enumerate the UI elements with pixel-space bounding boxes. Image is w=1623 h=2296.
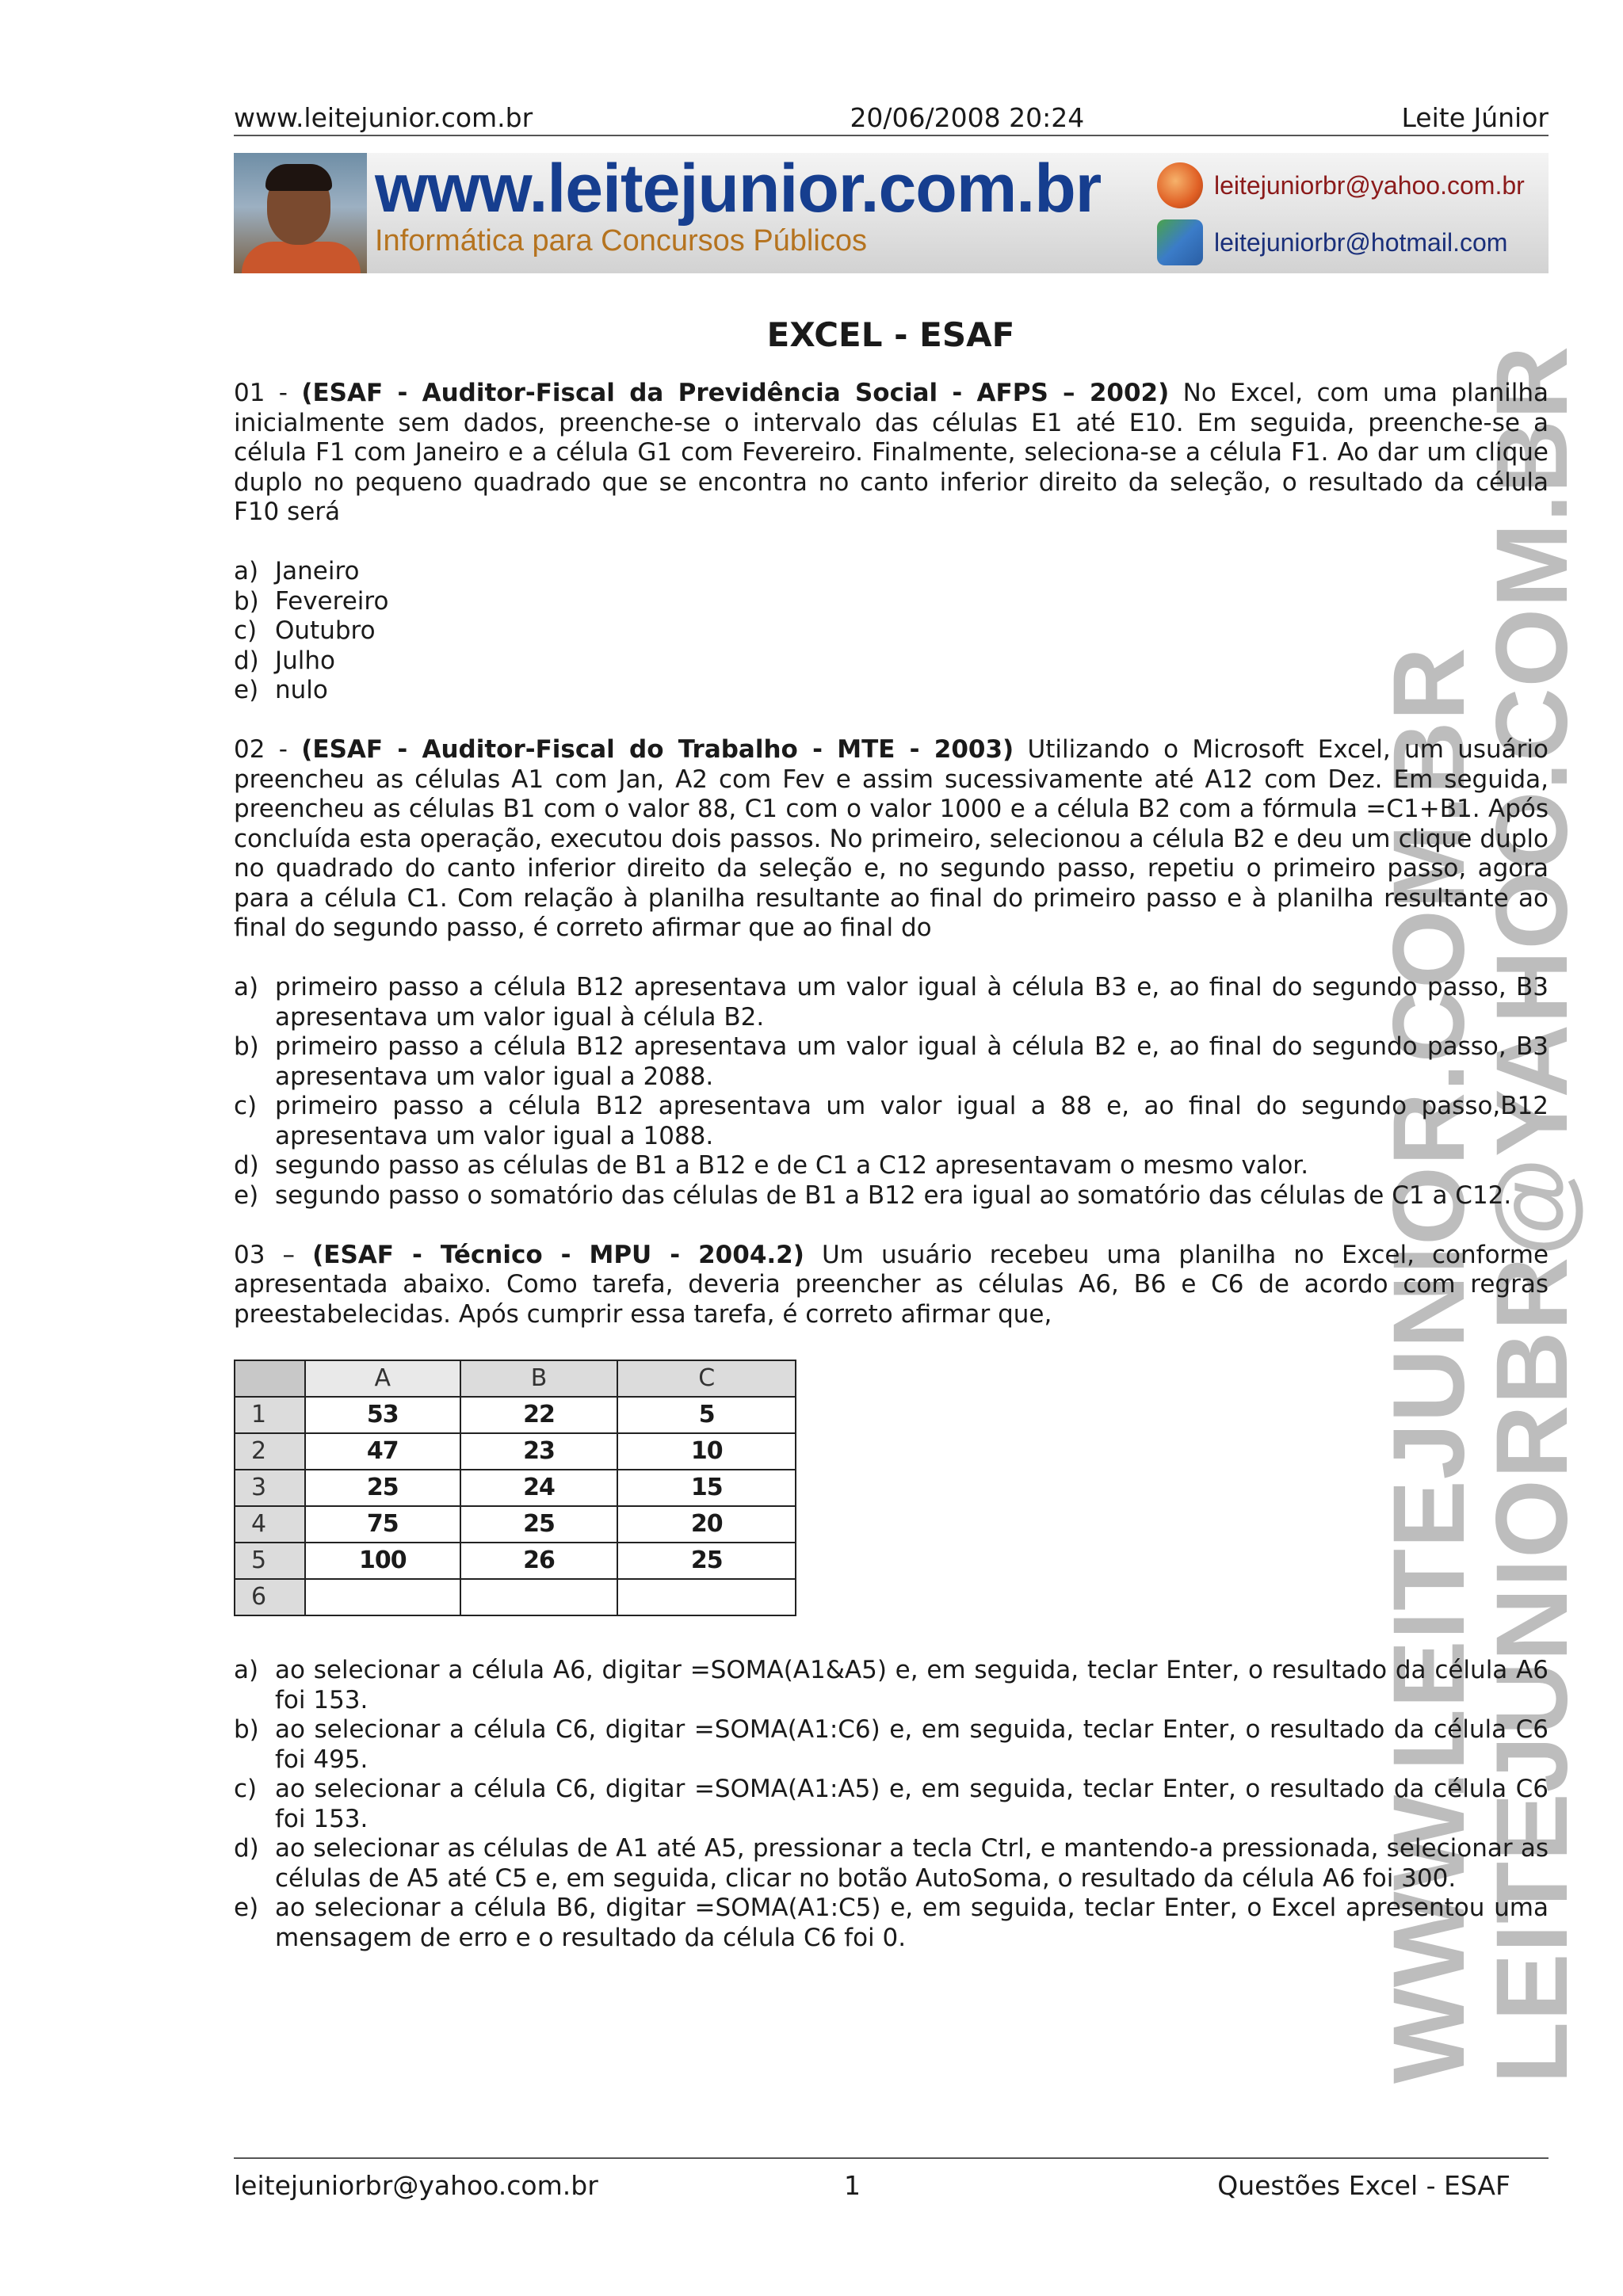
page-footer [234,2168,1510,2203]
table-row [235,1543,796,1579]
banner-email-yahoo: leitejuniorbr@yahoo.com.br [1214,171,1525,200]
question-1-options [234,557,1549,706]
question-number: 02 - [234,735,302,764]
column-header: B [460,1360,618,1397]
footer-email: leitejuniorbr@yahoo.com.br [234,2169,598,2201]
spreadsheet-figure [234,1360,796,1626]
cell: 15 [617,1470,796,1506]
option-item: c) primeiro passo a célula B12 apresentava um valor igual a 88 e, ao final do segundo passo,B12 apresentava um valor igual a 1088. [234,1092,1549,1150]
cell: 25 [305,1470,460,1506]
option-item: d) Julho [234,646,336,675]
cell: 26 [460,1543,618,1579]
table-row [235,1397,796,1433]
header-date: 20/06/2008 20:24 [850,101,1085,133]
question-source: (ESAF - Técnico - MPU - 2004.2) [312,1240,804,1269]
header-site: www.leitejunior.com.br [234,101,533,133]
option-item: a) ao selecionar a célula A6, digitar =SOMA(A1&A5) e, em seguida, teclar Enter, o resultado da célula A6 foi 153. [234,1656,1549,1714]
question-2 [234,735,1549,944]
question-3-options [234,1656,1549,1953]
cell: 22 [460,1397,618,1433]
question-number: 01 - [234,379,302,407]
banner-yahoo-row [1157,158,1549,213]
question-source: (ESAF - Auditor-Fiscal do Trabalho - MTE - 2003) [301,735,1014,764]
select-all-corner [235,1360,305,1397]
column-header: C [617,1360,796,1397]
banner-hotmail-row [1157,215,1549,270]
header-author: Leite Júnior [1401,101,1549,133]
row-header: 3 [235,1470,305,1506]
option-item: b) ao selecionar a célula C6, digitar =SOMA(A1:C6) e, em seguida, teclar Enter, o resultado da célula C6 foi 495. [234,1715,1549,1774]
footer-doc-title: Questões Excel - ESAF [1217,2169,1510,2201]
option-item: a) primeiro passo a célula B12 apresentava um valor igual à célula B3 e, ao final do segundo passo, B3 apresentava um valor igual à célula B2. [234,973,1549,1032]
question-3 [234,1241,1549,1330]
option-item: d) segundo passo as células de B1 a B12 e de C1 a C12 apresentavam o mesmo valor. [234,1151,1309,1180]
cell: 47 [305,1433,460,1470]
cell: 20 [617,1506,796,1543]
banner-site-url: www.leitejunior.com.br [375,153,1102,227]
question-text: Utilizando o Microsoft Excel, um usuário preencheu as células A1 com Jan, A2 com Fev e assim sucessivamente até A12 com Dez. Em seguida, preencheu as células B1 com o valor 88, C1 com o valor 1000 e a célula B2 com a fórmula =C1+B1. Após concluída esta operação, executou dois passos. No primeiro, selecionou a célula B2 e deu um clique duplo no quadrado do canto inferior direito da seleção e, no segundo passo, repetiu o primeiro passo, agora para a célula C1. Com relação à planilha resultante ao final do primeiro passo e à planilha resultante ao final do segundo passo, é correto afirmar que ao final do [234,735,1549,942]
cell: 100 [305,1543,460,1579]
cell: 10 [617,1433,796,1470]
option-item: c) ao selecionar a célula C6, digitar =SOMA(A1:A5) e, em seguida, teclar Enter, o resultado da célula C6 foi 153. [234,1775,1549,1833]
site-banner [234,153,1549,273]
option-item: d) ao selecionar as células de A1 até A5, pressionar a tecla Ctrl, e mantendo-a pressionada, selecionar as células de A5 até C5 e, em seguida, clicar no botão AutoSoma, o resultado da célula A6 foi 300. [234,1834,1549,1893]
cell: 75 [305,1506,460,1543]
page-number: 1 [844,2169,861,2201]
table-row [235,1470,796,1506]
row-header: 4 [235,1506,305,1543]
option-item: a) Janeiro [234,557,360,585]
cell: 53 [305,1397,460,1433]
row-header: 5 [235,1543,305,1579]
option-item: b) primeiro passo a célula B12 apresentava um valor igual à célula B2 e, ao final do segundo passo, B3 apresentava um valor igual a 2088. [234,1032,1549,1091]
cell: 24 [460,1470,618,1506]
option-item: e) nulo [234,676,328,704]
row-header: 2 [235,1433,305,1470]
question-text: No Excel, com uma planilha inicialmente sem dados, preenche-se o intervalo das células E1 até E10. Em seguida, preenche-se a célula F1 com Janeiro e a célula G1 com Fevereiro. Finalmente, seleciona-se a célula F1. Ao dar um clique duplo no pequeno quadrado que se encontra no canto inferior direito da seleção, o resultado da célula F10 será [234,379,1549,526]
cell [617,1579,796,1615]
option-item: e) ao selecionar a célula B6, digitar =SOMA(A1:C5) e, em seguida, teclar Enter, o Excel apresentou uma mensagem de erro e o resultado da célula C6 foi 0. [234,1894,1549,1952]
cell: 25 [460,1506,618,1543]
banner-email-hotmail: leitejuniorbr@hotmail.com [1214,228,1508,257]
spreadsheet-table [234,1360,796,1616]
row-header: 6 [235,1579,305,1615]
msn-messenger-icon [1157,219,1203,265]
question-1 [234,379,1549,528]
column-header-row [235,1360,796,1397]
questions-body [234,379,1549,1953]
row-header: 1 [235,1397,305,1433]
page-title: EXCEL - ESAF [766,315,1015,354]
table-row [235,1579,796,1615]
question-source: (ESAF - Auditor-Fiscal da Previdência Social - AFPS – 2002) [301,379,1170,407]
cell: 5 [617,1397,796,1433]
column-header: A [305,1360,460,1397]
banner-subtitle: Informática para Concursos Públicos [375,224,867,257]
question-text: Um usuário recebeu uma planilha no Excel, conforme apresentada abaixo. Como tarefa, deveria preencher as células A6, B6 e C6 de acordo com regras preestabelecidas. Após cumprir essa tarefa, é correto afirmar que, [234,1240,1549,1329]
cell: 25 [617,1543,796,1579]
option-item: e) segundo passo o somatório das células de B1 a B12 era igual ao somatório das células de C1 a C12. [234,1180,1512,1210]
option-item: b) Fevereiro [234,586,389,616]
watermark-site: WWW.LEITEJUNIOR.COM.BR [1373,646,1486,2084]
option-item: c) Outubro [234,616,376,645]
table-row [235,1433,796,1470]
question-number: 03 – [234,1240,313,1269]
watermark-email: LEITEJUNIORBR@YAHOO.COM.BR [1476,345,1589,2084]
cell [305,1579,460,1615]
author-photo [234,153,367,273]
header-rule [234,135,1549,136]
page-header [234,100,1549,135]
yahoo-mail-icon [1157,162,1203,208]
cell [460,1579,618,1615]
question-2-options [234,973,1549,1211]
table-row [235,1506,796,1543]
footer-rule [234,2157,1549,2159]
cell: 23 [460,1433,618,1470]
